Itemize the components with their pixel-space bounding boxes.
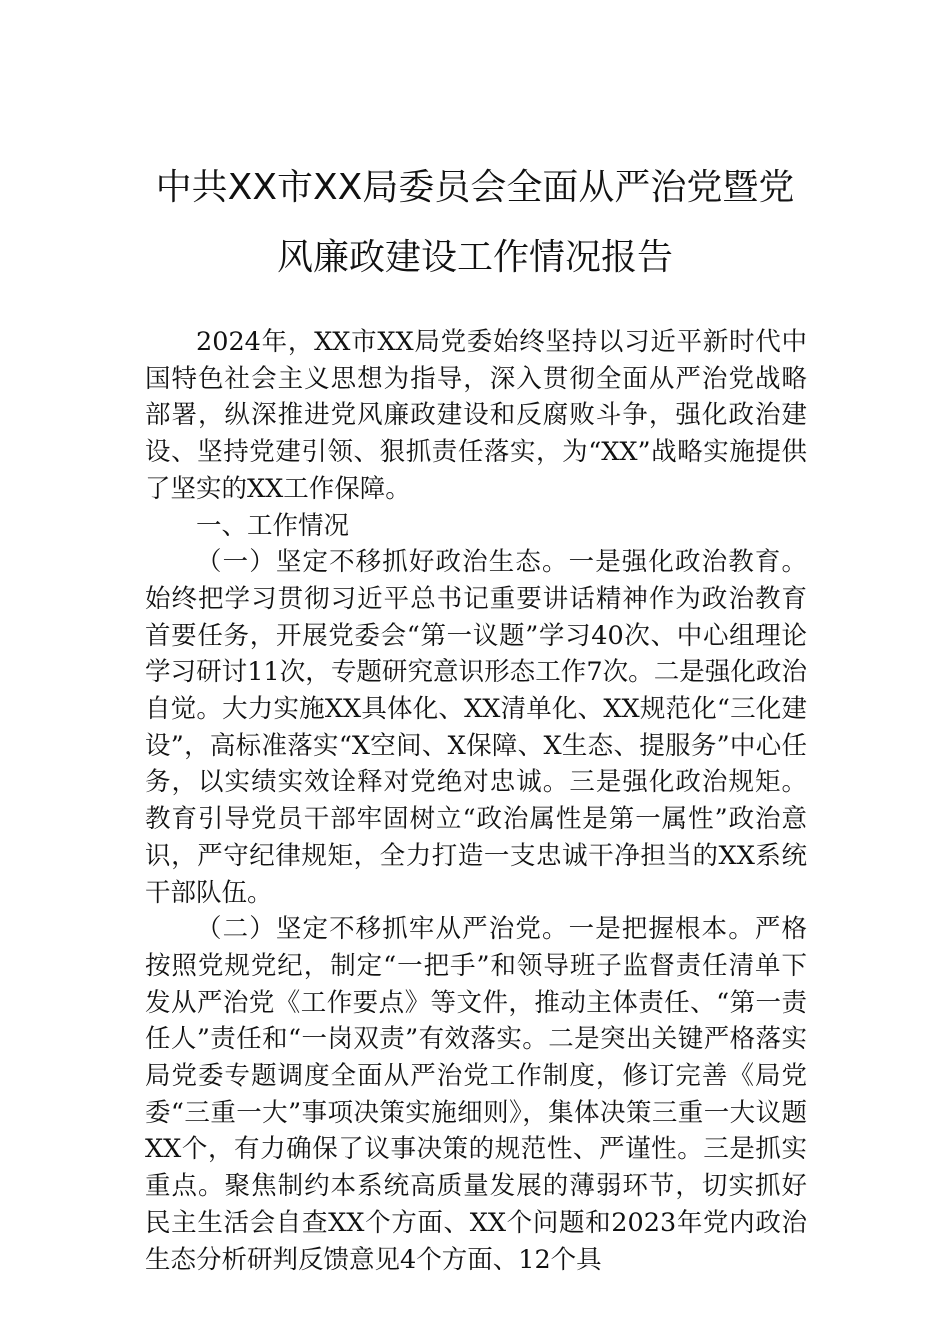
- document-title-line-2: 风廉政建设工作情况报告: [276, 237, 673, 278]
- section-heading-work-status: 一、工作情况: [196, 510, 350, 541]
- document-title-line-1: 中共XX市XX局委员会全面从严治党暨党: [155, 167, 795, 208]
- intro-paragraph: 2024年，XX市XX局党委始终坚持以习近平新时代中国特色社会主义思想为指导，深入贯彻全面从严治党战略部署，纵深推进党风廉政建设和反腐败斗争，强化政治建设、坚持党建引领、狠抓责任落实，为“XX”战略实施提供了坚实的XX工作保障。: [145, 327, 807, 504]
- document-body: [145, 324, 807, 1278]
- subsection-strict-governance: （二）坚定不移抓牢从严治党。一是把握根本。严格按照党规党纪，制定“一把手”和领导班子监督责任清单下发从严治党《工作要点》等文件，推动主体责任、“第一责任人”责任和“一岗双责”有效落实。二是突出关键严格落实局党委专题调度全面从严治党工作制度，修订完善《局党委“三重一大”事项决策实施细则》，集体决策三重一大议题XX个，有力确保了议事决策的规范性、严谨性。三是抓实重点。聚焦制约本系统高质量发展的薄弱环节，切实抓好民主生活会自查XX个方面、XX个问题和2023年党内政治生态分析研判反馈意见4个方面、12个具: [145, 914, 807, 1275]
- subsection-political-ecology: （一）坚定不移抓好政治生态。一是强化政治教育。始终把学习贯彻习近平总书记重要讲话精神作为政治教育首要任务，开展党委会“第一议题”学习40次、中心组理论学习研讨11次，专题研究意识形态工作7次。二是强化政治自觉。大力实施XX具体化、XX清单化、XX规范化“三化建设”，高标准落实“X空间、X保障、X生态、提服务”中心任务，以实绩实效诠释对党绝对忠诚。三是强化政治规矩。教育引导党员干部牢固树立“政治属性是第一属性”政治意识，严守纪律规矩，全力打造一支忠诚干净担当的XX系统干部队伍。: [145, 547, 807, 908]
